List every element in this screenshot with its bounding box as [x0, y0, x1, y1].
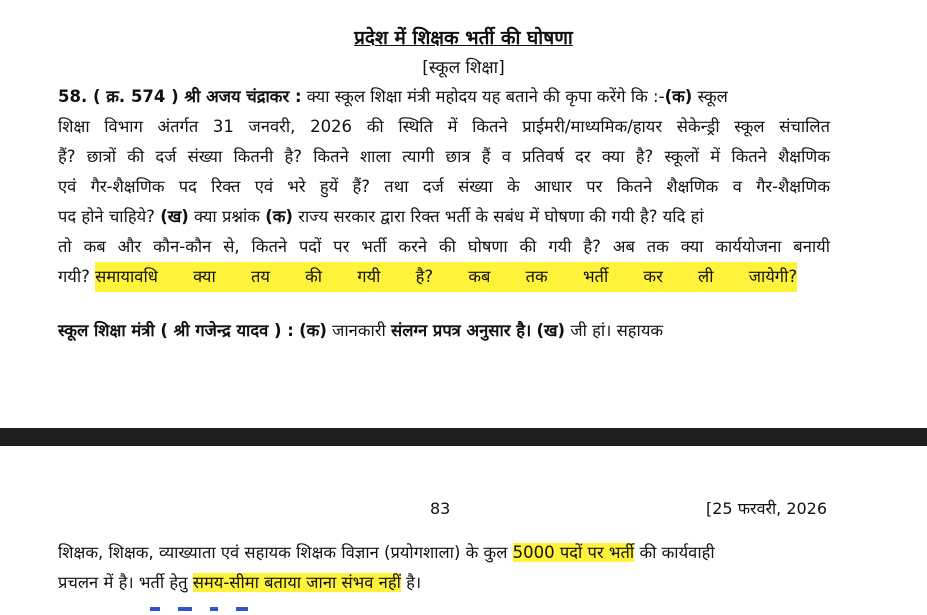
question-line-5: पद होने चाहिये? (ख) क्या प्रश्नांक (क) राज्य सरकार द्वारा रिक्त भर्ती के सबंध में घोषणा की गयी है? यदि हां	[58, 207, 704, 226]
page-number: 83	[430, 499, 451, 518]
marker-ka: (क)	[664, 87, 693, 106]
marker-kha: (ख)	[160, 207, 189, 226]
continuation-line-1: शिक्षक, शिक्षक, व्याख्याता एवं सहायक शिक्षक विज्ञान (प्रयोगशाला) के कुल 5000 पदों पर भर्ती की कार्यवाही	[58, 543, 715, 562]
highlighted-text: समय-सीमा बताया जाना संभव नहीं	[192, 573, 401, 592]
marker-ka: (क)	[265, 207, 293, 226]
cut-off-text-marks	[150, 596, 370, 601]
answer-line-1: स्कूल शिक्षा मंत्री ( श्री गजेन्द्र यादव ) : (क) जानकारी संलग्न प्रपत्र अनुसार है। (ख) जी हां। सहायक	[58, 321, 664, 340]
continuation-paragraph	[58, 538, 830, 598]
question-line-2: शिक्षा विभाग अंतर्गत 31 जनवरी, 2026 की स्थिति में कितने प्राईमरी/माध्यमिक/हायर सेकेन्ड्री स्कूल संचालित	[58, 117, 830, 136]
document-subtitle: [स्कूल शिक्षा]	[422, 58, 505, 78]
page-divider	[0, 428, 927, 446]
answer-speaker: स्कूल शिक्षा मंत्री ( श्री गजेन्द्र यादव ) :	[58, 321, 294, 340]
question-number: 58. ( क्र. 574 ) श्री अजय चंद्राकर :	[58, 87, 302, 106]
continuation-line-2: प्रचलन में है। भर्ती हेतु समय-सीमा बताया जाना संभव नहीं है।	[58, 573, 422, 592]
question-line-4: एवं गैर-शैक्षणिक पद रिक्त एवं भरे हुयें हैं? तथा दर्ज संख्या के आधार पर कितने शैक्षणिक व गैर-शैक्षणिक	[58, 177, 830, 196]
highlighted-text: 5000 पदों पर भर्ती	[512, 543, 635, 562]
question-line-6: तो कब और कौन-कौन से, कितने पदों पर भर्ती करने की घोषणा की गयी है? अब तक क्या कार्ययोजना बनायी	[58, 237, 830, 256]
question-line-3: हैं? छात्रों की दर्ज संख्या कितनी है? कितने शाला त्यागी छात्र हैं व प्रतिवर्ष दर क्या है? स्कूलों में कितने शैक्षणिक	[58, 147, 830, 166]
highlighted-text: समायावधि क्या तय की गयी है? कब तक भर्ती कर ली जायेगी?	[95, 262, 797, 292]
document-title: प्रदेश में शिक्षक भर्ती की घोषणा	[354, 27, 573, 49]
question-line-1	[58, 82, 830, 112]
question-text: क्या स्कूल शिक्षा मंत्री महोदय यह बताने की कृपा करेंगे कि :-	[301, 87, 665, 106]
question-paragraph	[58, 82, 830, 292]
question-line-7: गयी? समायावधि क्या तय की गयी है? कब तक भर्ती कर ली जायेगी?	[58, 262, 830, 292]
answer-paragraph	[58, 316, 830, 346]
page-date: [25 फरवरी, 2026	[706, 499, 828, 518]
question-text: स्कूल	[692, 87, 728, 106]
marker-ka: (क)	[299, 321, 327, 340]
marker-kha: (ख)	[536, 321, 566, 340]
